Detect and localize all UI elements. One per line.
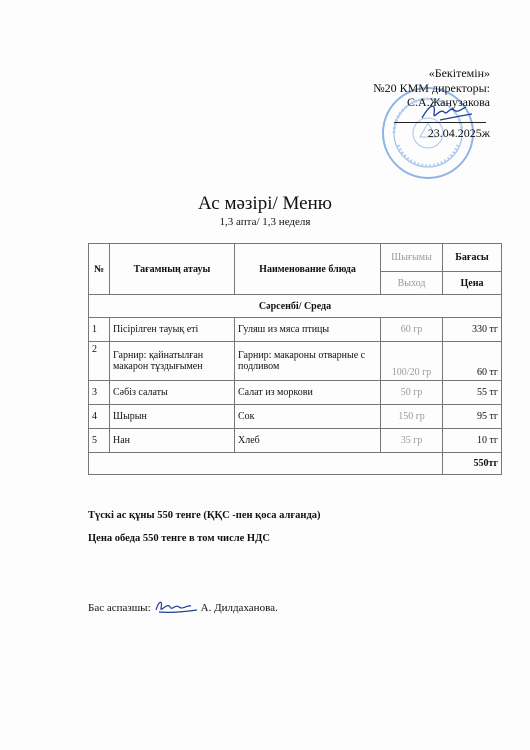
- approval-date: 23.04.2025ж: [427, 126, 490, 140]
- director-signature: [420, 100, 475, 125]
- total-row: [89, 453, 502, 475]
- row-price: 10 тг: [443, 429, 502, 453]
- header-name-ru: Наименование блюда: [235, 244, 381, 295]
- table-row: [89, 429, 502, 453]
- table-row: [89, 318, 502, 342]
- chef-name: А. Дилдаханова.: [200, 602, 278, 614]
- row-num: 3: [89, 381, 110, 405]
- approval-position: №20 КММ директоры:: [373, 80, 490, 95]
- row-name-kz: Пісірілген тауық еті: [110, 318, 235, 342]
- row-output: 50 гр: [381, 381, 443, 405]
- day-row: [89, 295, 502, 318]
- row-name-ru: Гуляш из мяса птицы: [235, 318, 381, 342]
- row-price: 330 тг: [443, 318, 502, 342]
- row-name-ru: Сок: [235, 405, 381, 429]
- table-row: [89, 342, 502, 381]
- row-num: 2: [89, 342, 110, 381]
- row-num: 4: [89, 405, 110, 429]
- header-num: №: [89, 244, 110, 295]
- chef-signature: [153, 598, 199, 616]
- total-value: 550тг: [443, 453, 502, 475]
- row-price: 55 тг: [443, 381, 502, 405]
- row-price: 95 тг: [443, 405, 502, 429]
- chef-signature-block: [88, 600, 278, 616]
- row-name-kz: Шырын: [110, 405, 235, 429]
- row-output: 100/20 гр: [381, 342, 443, 381]
- day-label: Сәрсенбі/ Среда: [89, 295, 502, 318]
- header-price-kz: Бағасы: [443, 244, 502, 272]
- header-output-ru: Выход: [381, 272, 443, 295]
- price-note-kz: Түскі ас құны 550 тенге (ҚҚС -пен қоса алғанда): [88, 510, 321, 521]
- table-row: [89, 381, 502, 405]
- row-output: 60 гр: [381, 318, 443, 342]
- chef-label: Бас аспазшы:: [88, 602, 151, 614]
- row-output: 150 гр: [381, 405, 443, 429]
- table-header-row: [89, 244, 502, 272]
- row-num: 1: [89, 318, 110, 342]
- table-row: [89, 405, 502, 429]
- row-num: 5: [89, 429, 110, 453]
- total-spacer: [89, 453, 443, 475]
- approval-director-name: С.А.Жанузакова: [407, 95, 490, 109]
- row-name-ru: Хлеб: [235, 429, 381, 453]
- menu-table: [88, 243, 502, 475]
- price-note-ru: Цена обеда 550 тенге в том числе НДС: [88, 533, 270, 544]
- row-price: 60 тг: [443, 342, 502, 381]
- row-name-ru: Салат из моркови: [235, 381, 381, 405]
- page-title: Ас мәзірі/ Меню: [198, 193, 332, 214]
- row-name-kz: Нан: [110, 429, 235, 453]
- row-output: 35 гр: [381, 429, 443, 453]
- row-name-ru: Гарнир: макароны отварные с подливом: [235, 342, 381, 381]
- page-subtitle: 1,3 апта/ 1,3 неделя: [219, 216, 311, 228]
- row-name-kz: Сәбіз салаты: [110, 381, 235, 405]
- approval-heading: «Бекітемін»: [428, 66, 490, 80]
- header-output-kz: Шығымы: [381, 244, 443, 272]
- header-name-kz: Тағамның атауы: [110, 244, 235, 295]
- row-name-kz: Гарнир: қайнатылған макарон тұздығымен: [110, 342, 235, 381]
- header-price-ru: Цена: [443, 272, 502, 295]
